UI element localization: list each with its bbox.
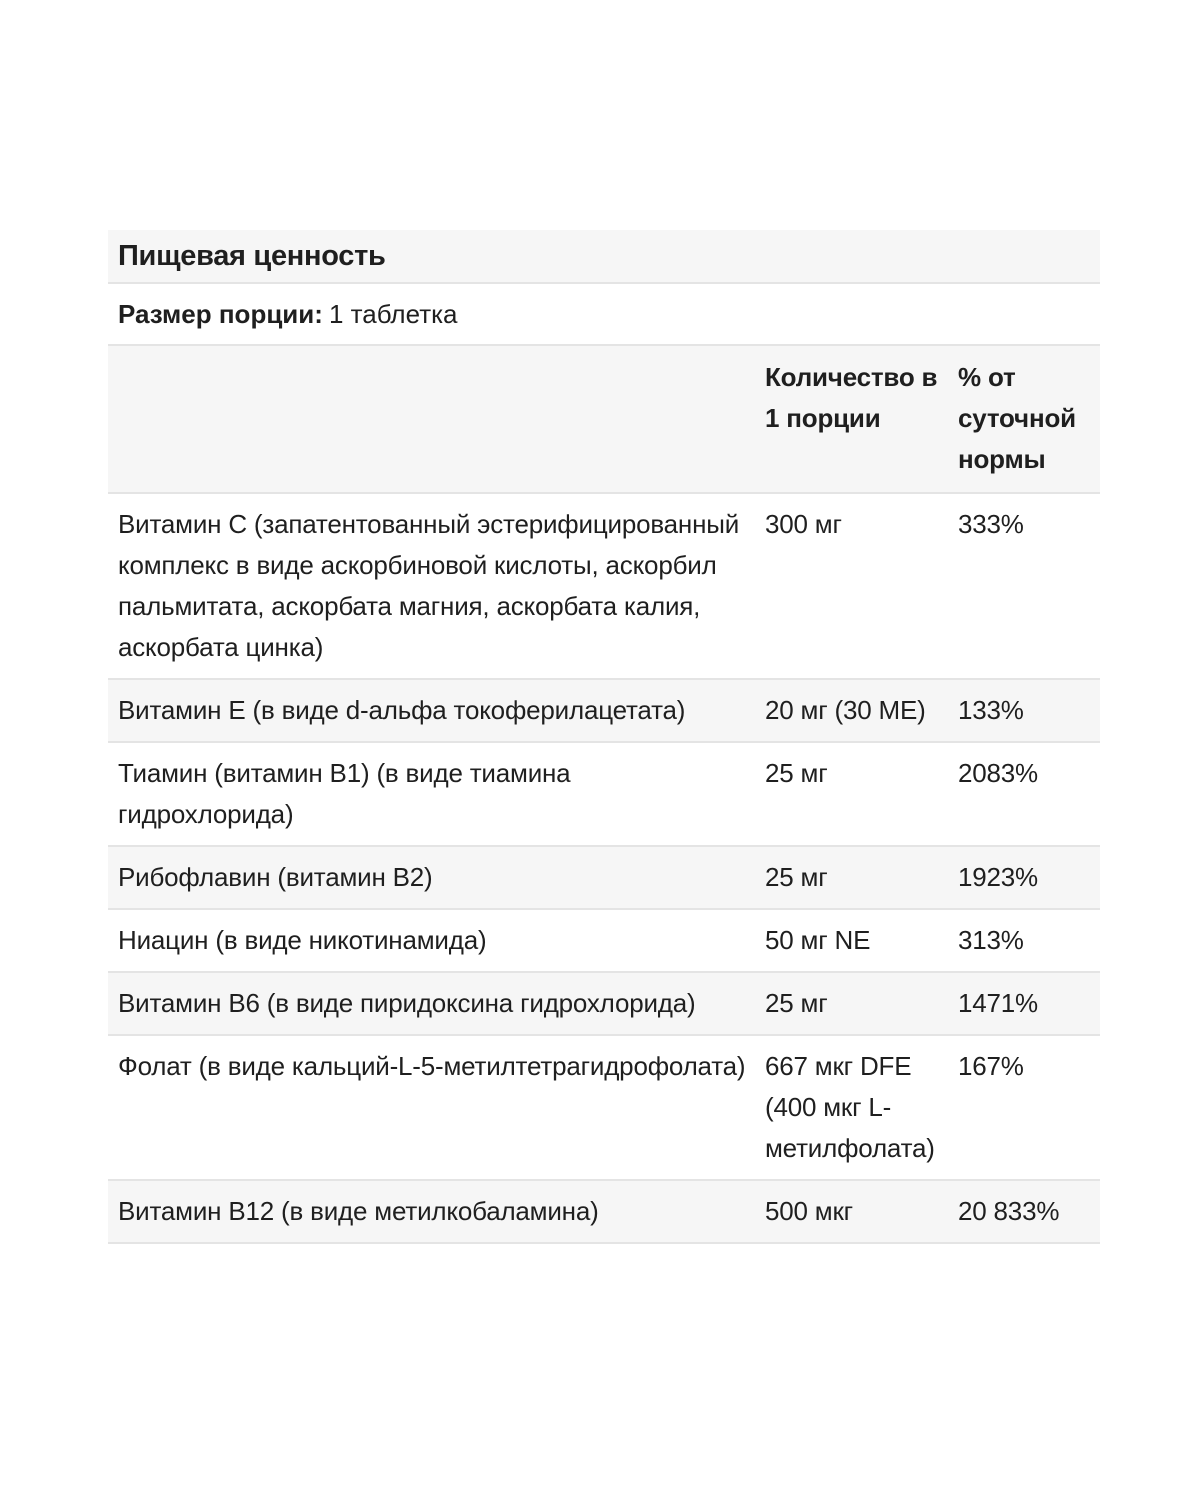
nutrient-amount: 25 мг [756,742,952,846]
nutrition-title-row [108,230,1100,284]
nutrient-amount: 300 мг [756,493,952,679]
column-header-nutrient [108,346,756,493]
nutrient-daily-value: 2083% [952,742,1100,846]
table-row [108,493,1100,679]
column-header-amount: Количество в 1 порции [756,346,952,493]
table-row [108,679,1100,742]
nutrient-daily-value: 1471% [952,972,1100,1035]
table-row [108,846,1100,909]
nutrient-daily-value: 313% [952,909,1100,972]
nutrient-name: Рибофлавин (витамин B2) [108,846,756,909]
column-header-daily-value: % от суточной нормы [952,346,1100,493]
table-header-row [108,346,1100,493]
nutrition-facts-panel [108,230,1100,1244]
nutrient-name: Витамин C (запатентованный эстерифицированный комплекс в виде аскорбиновой кислоты, аскорбил пальмитата, аскорбата магния, аскорбата калия, аскорбата цинка) [108,493,756,679]
table-row [108,742,1100,846]
nutrient-name: Тиамин (витамин B1) (в виде тиамина гидрохлорида) [108,742,756,846]
nutrient-daily-value: 167% [952,1035,1100,1180]
nutrition-table [108,346,1100,1244]
table-row [108,1035,1100,1180]
serving-size-label: Размер порции: [118,298,323,329]
table-row [108,909,1100,972]
serving-size-value: 1 таблетка [328,298,458,329]
nutrient-name: Ниацин (в виде никотинамида) [108,909,756,972]
nutrient-amount: 50 мг NE [756,909,952,972]
nutrient-amount: 500 мкг [756,1180,952,1243]
table-row [108,972,1100,1035]
nutrient-name: Витамин B6 (в виде пиридоксина гидрохлорида) [108,972,756,1035]
table-row [108,1180,1100,1243]
nutrition-title: Пищевая ценность [118,239,386,272]
nutrient-amount: 25 мг [756,846,952,909]
nutrient-daily-value: 1923% [952,846,1100,909]
nutrient-daily-value: 20 833% [952,1180,1100,1243]
nutrient-daily-value: 333% [952,493,1100,679]
nutrient-name: Витамин E (в виде d-альфа токоферилацетата) [108,679,756,742]
nutrient-name: Витамин B12 (в виде метилкобаламина) [108,1180,756,1243]
nutrient-daily-value: 133% [952,679,1100,742]
nutrient-amount: 25 мг [756,972,952,1035]
nutrient-amount: 667 мкг DFE (400 мкг L-метилфолата) [756,1035,952,1180]
nutrient-amount: 20 мг (30 МЕ) [756,679,952,742]
serving-size-row [108,284,1100,346]
nutrient-name: Фолат (в виде кальций-L-5-метилтетрагидрофолата) [108,1035,756,1180]
